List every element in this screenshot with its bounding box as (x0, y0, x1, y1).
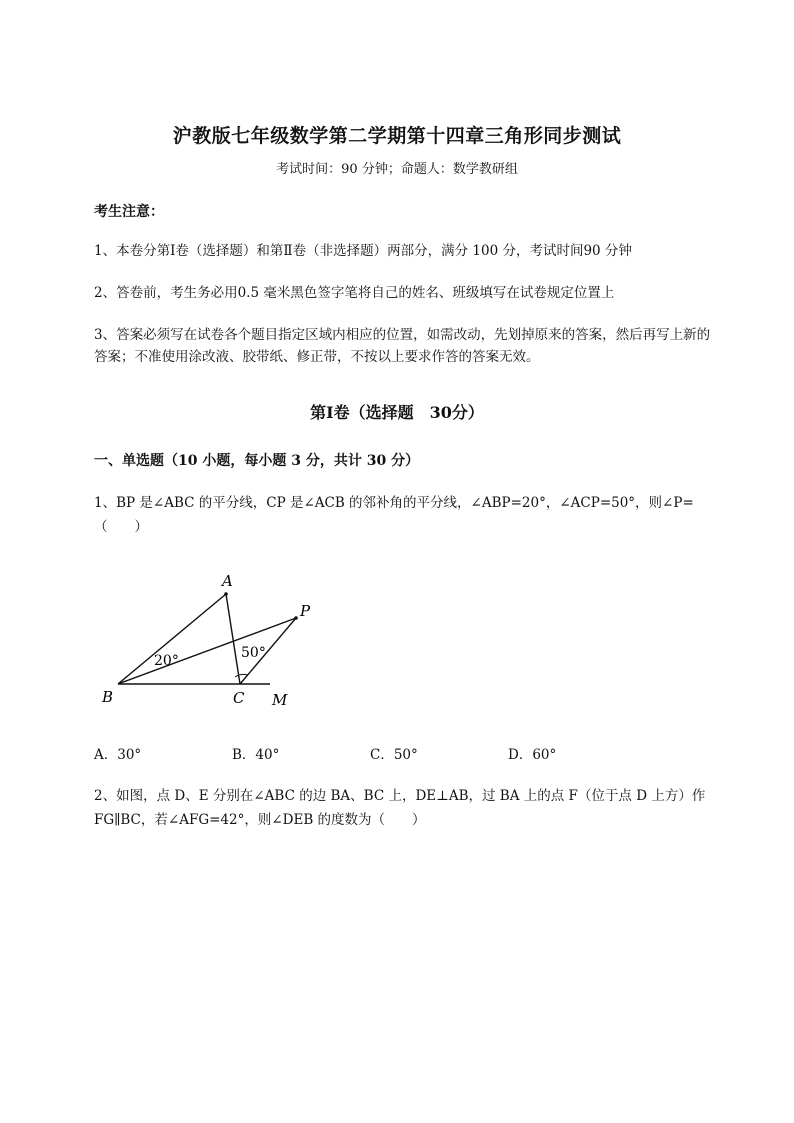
section-title: 第Ⅰ卷（选择题 30分） (310, 403, 484, 422)
label-p: P (300, 602, 311, 620)
point-p (294, 616, 298, 620)
angle-label-50: 50° (241, 645, 266, 661)
page-title: 沪教版七年级数学第二学期第十四章三角形同步测试 (172, 125, 622, 147)
notice-heading: 考生注意： (94, 204, 164, 220)
q1-choice-d: D．60° (508, 747, 557, 763)
segment-ba (118, 594, 226, 684)
q1-choice-b: B．40° (232, 747, 280, 763)
label-a: A (222, 572, 233, 590)
label-m: M (272, 691, 288, 709)
segment-bp (118, 618, 296, 684)
exam-subtitle: 考试时间：90 分钟；命题人：数学教研组 (276, 162, 518, 177)
q1-choice-c: C．50° (370, 747, 418, 763)
triangle-figure (94, 565, 334, 715)
point-a (224, 592, 228, 596)
label-c: C (233, 689, 245, 707)
question-2-stem: 2、如图，点 D、E 分别在∠ABC 的边 BA、BC 上，DE⊥AB，过 BA 上的点 F（位于点 D 上方）作 FG∥BC，若∠AFG=42°，则∠DEB 的度数为（ ） (94, 788, 706, 828)
question-1-stem: 1、BP 是∠ABC 的平分线，CP 是∠ACB 的邻补角的平分线，∠ABP=20°，∠ACP=50°，则∠P=（ ） (94, 495, 694, 535)
notice-item-1: 1、本卷分第Ⅰ卷（选择题）和第Ⅱ卷（非选择题）两部分，满分 100 分，考试时间90 分钟 (94, 243, 632, 259)
part-heading: 一、单选题（10 小题，每小题 3 分，共计 30 分） (94, 453, 420, 469)
q1-choice-a: A．30° (94, 747, 142, 763)
label-b: B (102, 688, 114, 706)
notice-item-3: 3、答案必须写在试卷各个题目指定区域内相应的位置，如需改动，先划掉原来的答案，然后再写上新的答案；不准使用涂改液、胶带纸、修正带，不按以上要求作答的答案无效。 (94, 327, 711, 365)
notice-item-2: 2、答卷前，考生务必用0.5 毫米黑色签字笔将自己的姓名、班级填写在试卷规定位置上 (94, 285, 615, 301)
angle-label-20: 20° (154, 653, 179, 669)
